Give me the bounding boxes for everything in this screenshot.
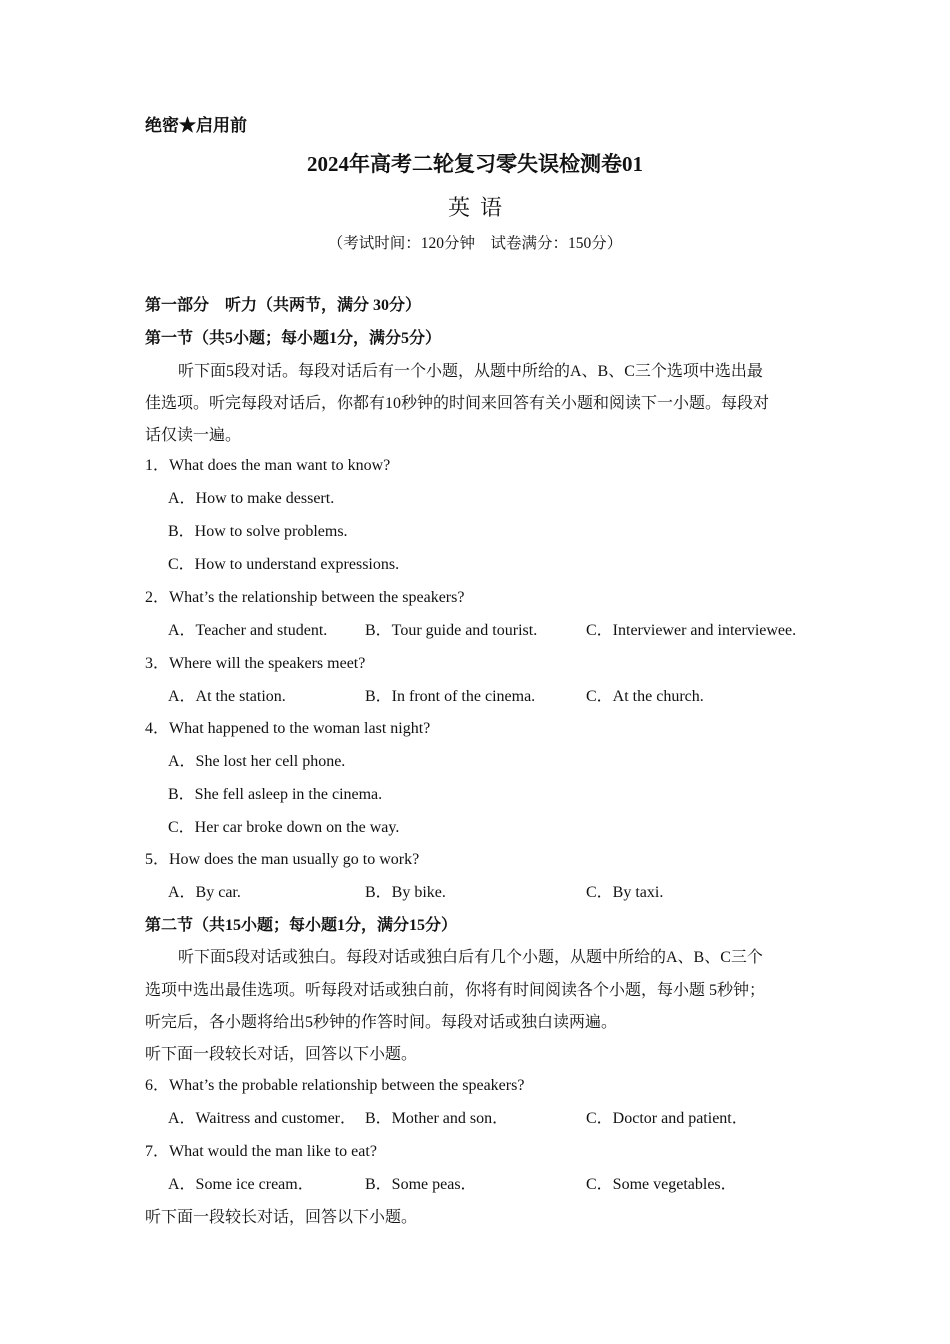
- q7-option-a[interactable]: A．Some ice cream．: [168, 1176, 314, 1193]
- q4-option-b[interactable]: B．She fell asleep in the cinema.: [168, 786, 383, 803]
- q2-option-c[interactable]: C．Interviewer and interviewee.: [586, 622, 797, 639]
- q4-option-a[interactable]: A．She lost her cell phone.: [168, 753, 346, 770]
- q1-option-c[interactable]: C．How to understand expressions.: [168, 556, 400, 573]
- q3-option-c[interactable]: C．At the church.: [586, 688, 704, 705]
- subject-title: 英语: [447, 195, 512, 220]
- section1-instructions-line: 听下面5段对话。每段对话后有一个小题，从题中所给的A、B、C三个选项中选出最: [178, 363, 763, 380]
- question-stem-7: 7．What would the man like to eat?: [145, 1143, 377, 1160]
- question-stem-2: 2．What’s the relationship between the speakers?: [145, 589, 465, 606]
- section1-instructions-line: 佳选项。听完每段对话后，你都有10秒钟的时间来回答有关小题和阅读下一小题。每段对: [145, 395, 770, 412]
- long-dialogue-intro: 听下面一段较长对话，回答以下小题。: [145, 1046, 418, 1063]
- question-stem-6: 6．What’s the probable relationship between the speakers?: [145, 1077, 525, 1094]
- exam-time-info: （考试时间：120分钟 试卷满分：150分）: [327, 235, 623, 252]
- section2-instructions-line: 选项中选出最佳选项。听每段对话或独白前，你将有时间阅读各个小题，每小题 5秒钟；: [145, 982, 766, 999]
- q5-option-b[interactable]: B．By bike.: [365, 884, 446, 901]
- q2-option-a[interactable]: A．Teacher and student.: [168, 622, 328, 639]
- section2-heading: 第二节（共15小题；每小题1分，满分15分）: [145, 917, 458, 934]
- q1-option-b[interactable]: B．How to solve problems.: [168, 523, 348, 540]
- q5-option-a[interactable]: A．By car.: [168, 884, 241, 901]
- q3-option-b[interactable]: B．In front of the cinema.: [365, 688, 536, 705]
- q5-option-c[interactable]: C．By taxi.: [586, 884, 664, 901]
- q2-option-b[interactable]: B．Tour guide and tourist.: [365, 622, 538, 639]
- section1-heading: 第一节（共5小题；每小题1分，满分5分）: [145, 330, 442, 347]
- question-stem-1: 1．What does the man want to know?: [145, 457, 391, 474]
- q6-option-b[interactable]: B．Mother and son．: [365, 1110, 509, 1127]
- q1-option-a[interactable]: A．How to make dessert.: [168, 490, 335, 507]
- q7-option-c[interactable]: C．Some vegetables．: [586, 1176, 737, 1193]
- section1-instructions-line: 话仅读一遍。: [145, 427, 242, 444]
- section2-instructions-line: 听下面5段对话或独白。每段对话或独白后有几个小题，从题中所给的A、B、C三个: [178, 949, 763, 966]
- q3-option-a[interactable]: A．At the station.: [168, 688, 286, 705]
- confidential-stamp: 绝密★启用前: [145, 116, 247, 135]
- q7-option-b[interactable]: B．Some peas．: [365, 1176, 477, 1193]
- section2-instructions-line: 听完后，各小题将给出5秒钟的作答时间。每段对话或独白读两遍。: [145, 1014, 618, 1031]
- long-dialogue-intro: 听下面一段较长对话，回答以下小题。: [145, 1209, 418, 1226]
- paper-title: 2024年高考二轮复习零失误检测卷01: [307, 152, 643, 176]
- q6-option-a[interactable]: A．Waitress and customer．: [168, 1110, 357, 1127]
- question-stem-3: 3．Where will the speakers meet?: [145, 655, 366, 672]
- question-stem-5: 5．How does the man usually go to work?: [145, 851, 420, 868]
- q6-option-c[interactable]: C．Doctor and patient．: [586, 1110, 748, 1127]
- q4-option-c[interactable]: C．Her car broke down on the way.: [168, 819, 400, 836]
- question-stem-4: 4．What happened to the woman last night?: [145, 720, 431, 737]
- part1-heading: 第一部分 听力（共两节，满分 30分）: [145, 297, 422, 314]
